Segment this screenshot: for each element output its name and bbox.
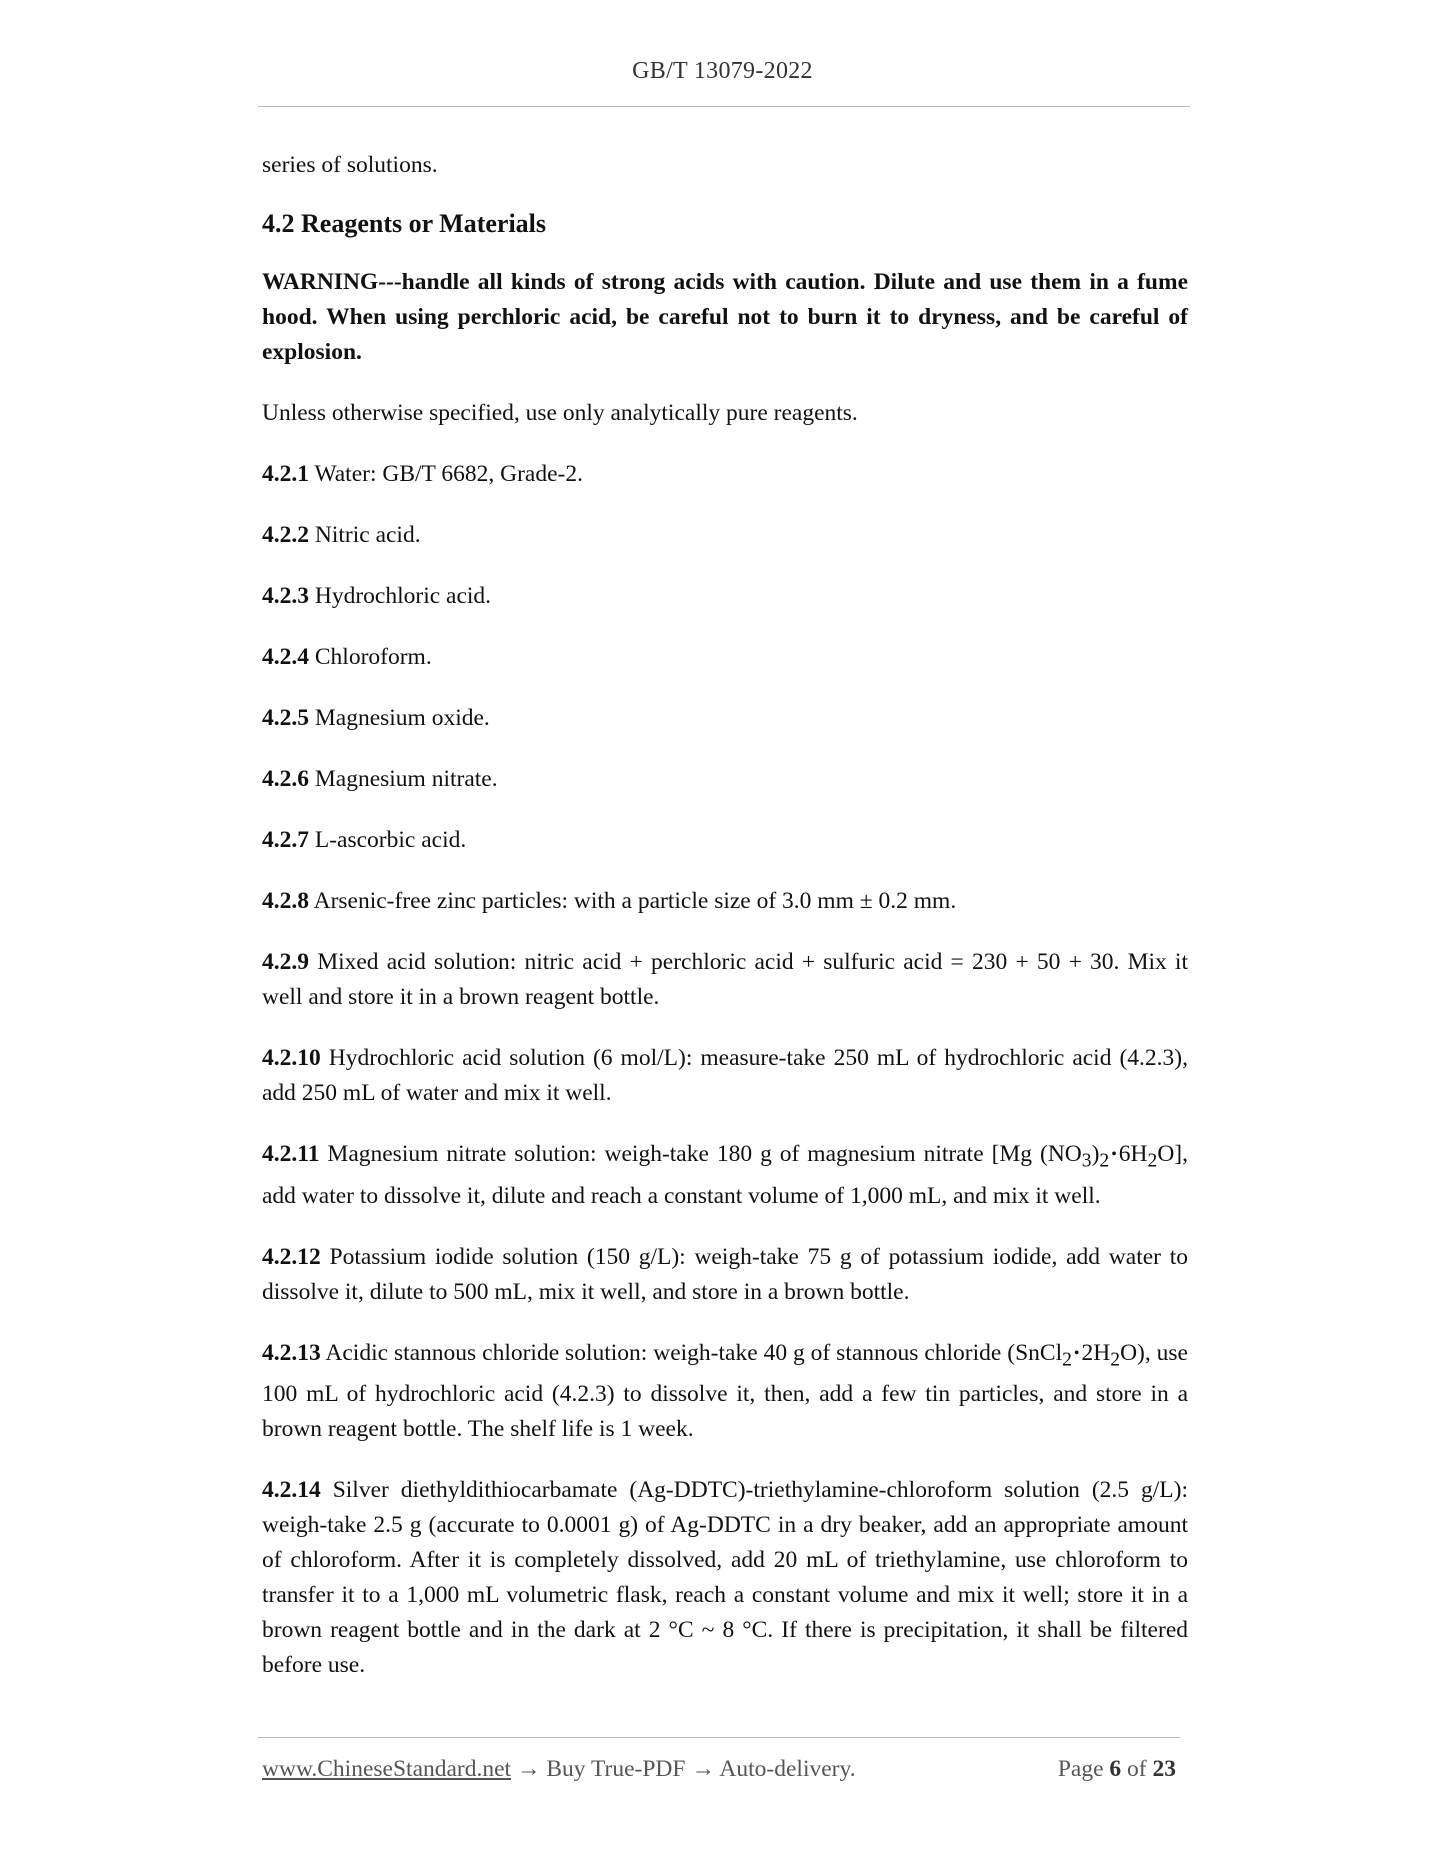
item-text: Magnesium nitrate solution: weigh-take 180 g of magnesium nitrate [Mg (NO [327,1141,1082,1167]
reagent-item [262,518,1188,553]
footer-promo [262,1756,856,1783]
warning-paragraph: WARNING---handle all kinds of strong acids with caution. Dilute and use them in a fume hood. When using perchloric acid, be careful not to burn it to dryness, and be careful of explosion. [262,269,1188,365]
running-header: GB/T 13079-2022 [632,58,813,84]
item-text: L-ascorbic acid. [314,827,467,853]
item-number: 4.2.5 [262,705,309,731]
page-total: 23 [1152,1756,1176,1782]
page-indicator [1058,1756,1176,1783]
document-body [262,148,1188,1709]
buy-text: Buy True-PDF [546,1756,686,1782]
subscript: 2 [1110,1349,1121,1371]
reagent-item [262,1336,1188,1448]
item-text: Hydrochloric acid solution (6 mol/L): measure-take 250 mL of hydrochloric acid (4.2.3), add 250 mL of water and mix it well. [262,1045,1188,1106]
subscript: 2 [1147,1150,1158,1172]
item-text: Potassium iodide solution (150 g/L): weigh-take 75 g of potassium iodide, add water to dissolve it, dilute to 500 mL, mix it well, and store in a brown bottle. [262,1243,1189,1305]
header-divider [258,106,1190,107]
item-text: Water: GB/T 6682, Grade-2. [314,461,583,487]
item-text: Arsenic-free zinc particles: with a particle size of 3.0 mm ± 0.2 mm. [313,888,957,914]
reagent-item [262,1473,1188,1683]
page-footer [262,1756,1180,1788]
item-text: O], add water to dissolve it, dilute and reach a constant volume of 1,000 mL, and mix it well. [262,1141,1188,1209]
reagent-item [262,823,1188,858]
subscript: 3 [1081,1150,1092,1172]
reagent-item [262,1240,1188,1310]
bullet-dot: • [1111,1146,1117,1163]
delivery-text: Auto-delivery. [719,1756,856,1782]
item-number: 4.2.9 [262,949,309,975]
item-number: 4.2.3 [262,583,309,609]
item-text: Acidic stannous chloride solution: weigh-take 40 g of stannous chloride (SnCl [325,1339,1063,1366]
subscript: 2 [1062,1349,1072,1371]
reagent-item [262,884,1188,919]
arrow-icon: → [516,1756,541,1782]
reagent-item [262,701,1188,736]
item-number: 4.2.11 [262,1141,320,1167]
item-text: Hydrochloric acid. [314,583,492,609]
item-number: 4.2.14 [262,1477,321,1504]
item-number: 4.2.10 [262,1045,321,1071]
site-link[interactable]: www.ChineseStandard.net [262,1756,512,1782]
reagent-item [262,579,1188,614]
item-text: Mixed acid solution: nitric acid + perchloric acid + sulfuric acid = 230 + 50 + 30. Mix it well and store it in a brown reagent bottle. [262,949,1188,1010]
item-number: 4.2.8 [262,888,309,914]
item-number: 4.2.2 [262,522,309,548]
page-label: Page [1057,1756,1104,1782]
reagent-item [262,1041,1188,1111]
section-heading: 4.2 Reagents or Materials [262,209,547,238]
reagent-item [262,762,1188,797]
item-text: Chloroform. [314,644,432,670]
item-text: 6H [1118,1141,1148,1167]
item-text: Magnesium nitrate. [314,766,498,792]
item-number: 4.2.12 [262,1243,321,1270]
of-label: of [1127,1756,1147,1782]
item-text: Magnesium oxide. [314,705,490,731]
item-text: 2H [1081,1339,1111,1366]
page-number: 6 [1109,1756,1122,1782]
reagent-item [262,1137,1188,1214]
reagent-item [262,457,1188,492]
arrow-icon: → [691,1756,715,1782]
item-number: 4.2.7 [262,827,309,853]
item-number: 4.2.1 [262,461,309,487]
item-text: Silver diethyldithiocarbamate (Ag-DDTC)-triethylamine-chloroform solution (2.5 g/L): weigh-take 2.5 g (accurate to 0.0001 g) of Ag-DDTC in a dry beaker, add an appropriate amount of chloroform. After it is completely dissolved, add 20 mL of triethylamine, use chloroform to transfer it to a 1,000 mL volumetric flask, reach a constant volume and mix it well; store it in a brown reagent bottle and in the dark at 2 °C ~ 8 °C. If there is precipitation, it shall be filtered before use. [262,1477,1188,1679]
bullet-dot: • [1073,1344,1080,1362]
item-text: ) [1091,1141,1100,1167]
item-number: 4.2.6 [262,766,309,792]
item-number: 4.2.13 [262,1339,321,1366]
intro-paragraph: Unless otherwise specified, use only analytically pure reagents. [262,400,858,426]
reagent-item [262,640,1188,675]
reagent-item [262,945,1188,1015]
item-number: 4.2.4 [262,644,309,670]
footer-divider [258,1737,1180,1738]
item-text: O), use 100 mL of hydrochloric acid (4.2.3) to dissolve it, then, add a few tin particles, and store in a brown reagent bottle. The shelf life is 1 week. [262,1339,1188,1443]
item-text: Nitric acid. [314,522,421,548]
subscript: 2 [1099,1150,1110,1172]
continuation-text: series of solutions. [262,152,438,178]
